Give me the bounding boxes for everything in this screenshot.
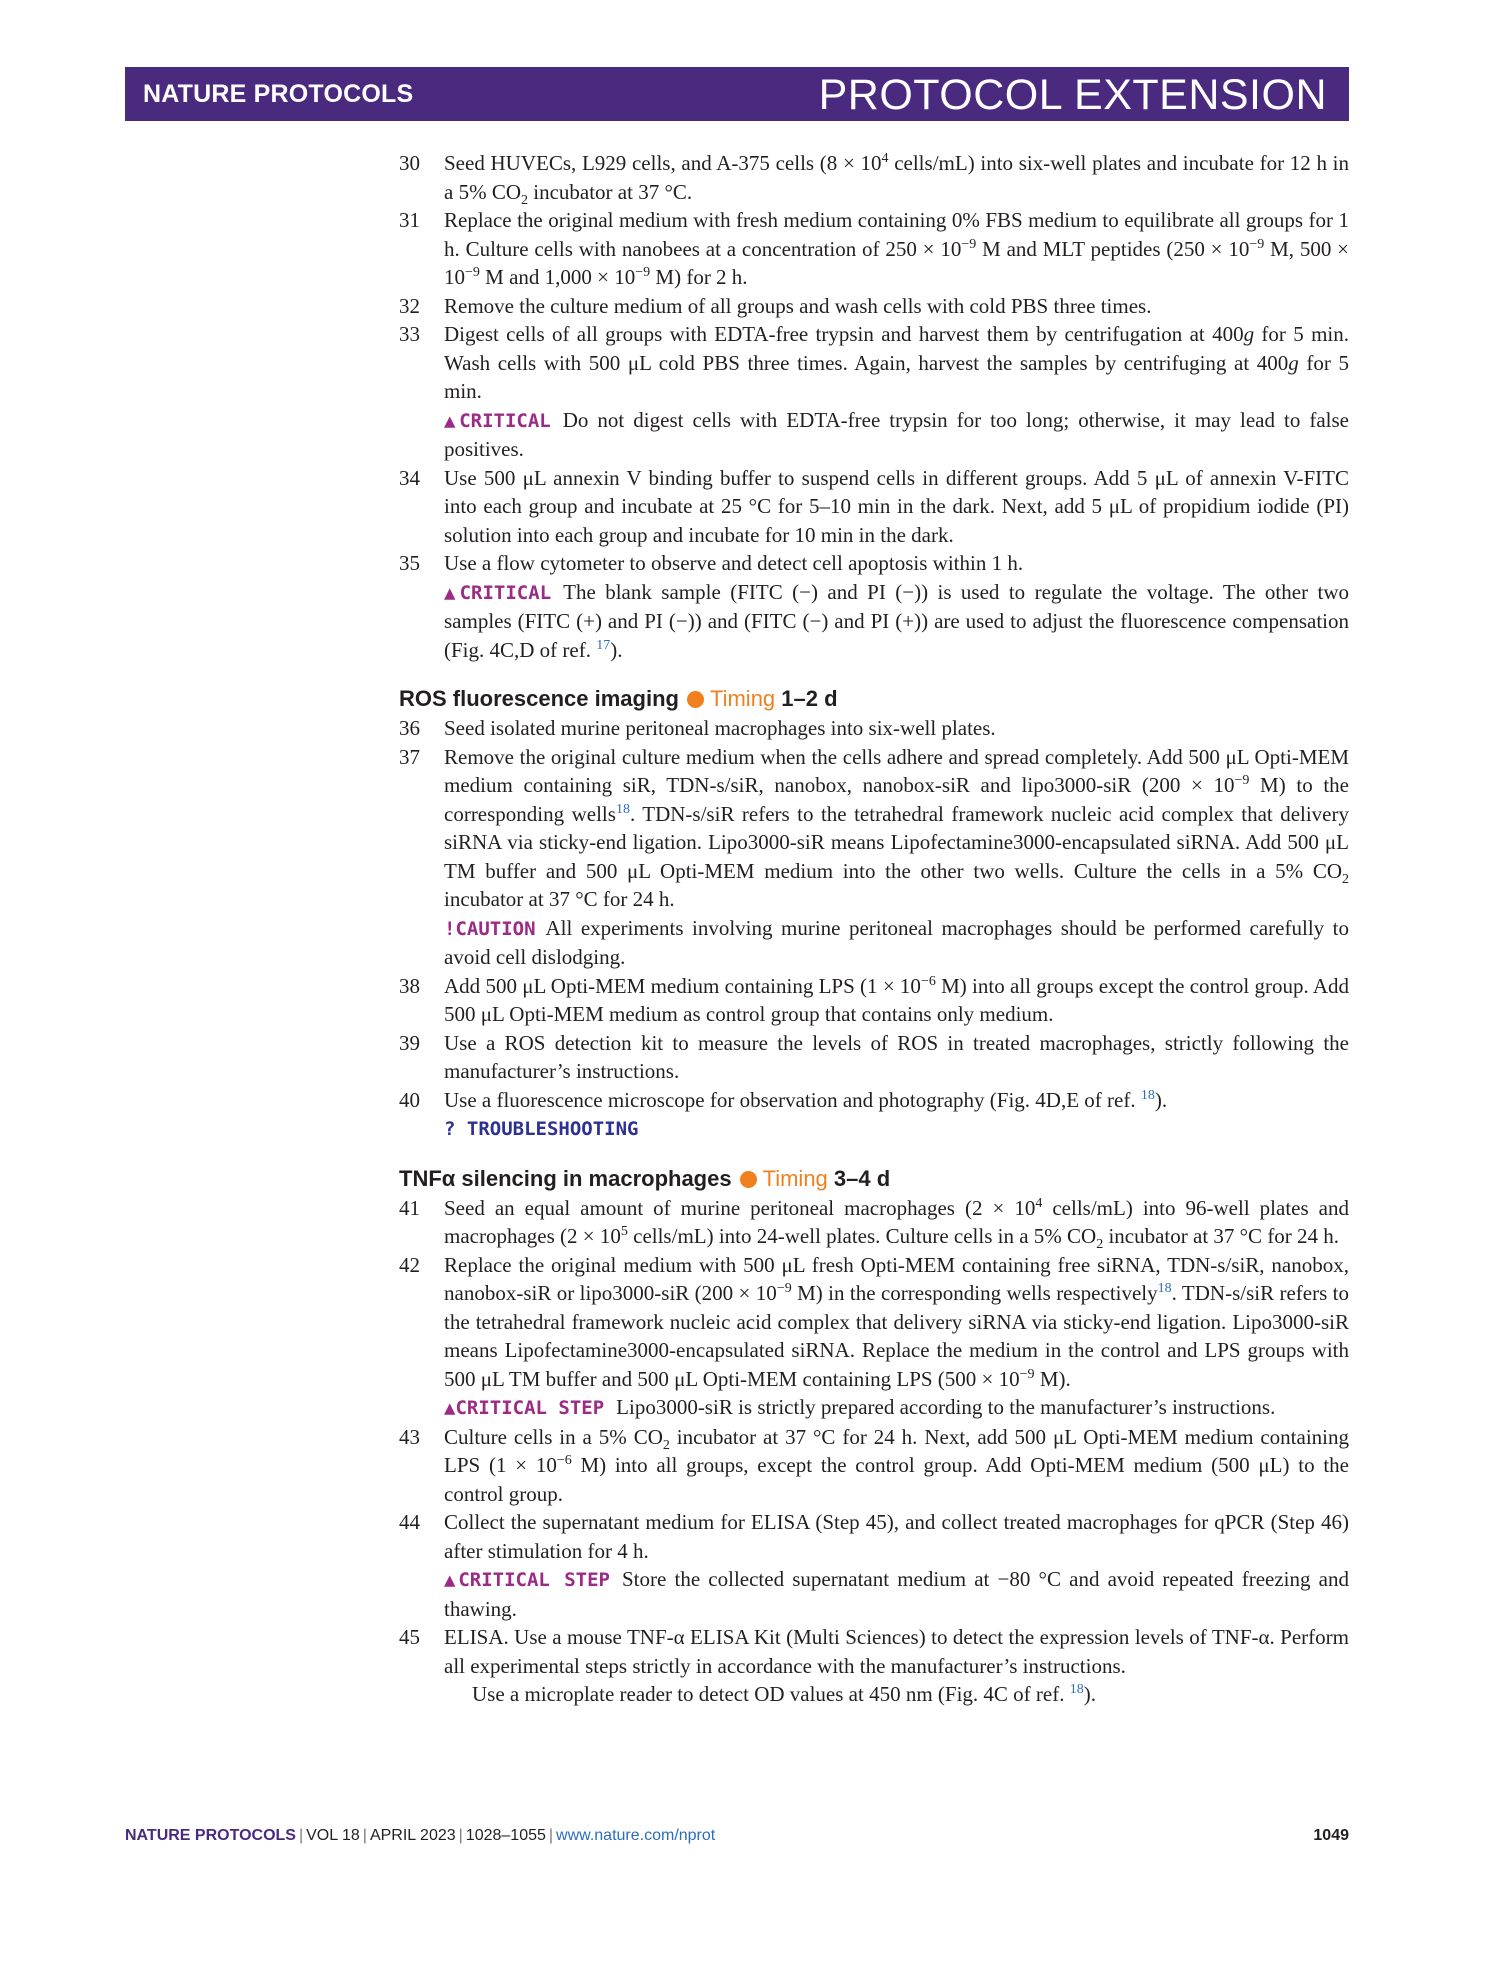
step-text: Seed an equal amount of murine peritoneal macrophages ($2 \times 10^4$ cells/mL) into 96-well plates and macrophages ($2 \times 10^5$ cells/mL) into 24-well plates. Culture cells in a 5% $CO_2$ incubator at 37 °C for 24 h.: [444, 1195, 1349, 1253]
step-text: Remove the culture medium of all groups and wash cells with cold PBS three times.: [444, 293, 1152, 318]
step-37: [399, 743, 1349, 972]
step-number: 40: [399, 1087, 420, 1112]
footer-citation: [125, 1827, 715, 1845]
section-title: ROS fluorescence imaging: [399, 686, 679, 711]
reference-link[interactable]: 18: [1157, 1281, 1172, 1296]
note-text: Store the collected supernatant medium at −80 °C and avoid repeated freezing and thawing.: [444, 1567, 1349, 1621]
step-42: [399, 1251, 1349, 1423]
step-text: Collect the supernatant medium for ELISA (Step 45), and collect treated macrophages for qPCR (Step 46) after stimulation for 4 h.: [444, 1510, 1349, 1563]
step-31: [399, 206, 1349, 292]
step-text: Use 500 μL annexin V binding buffer to suspend cells in different groups. Add 5 μL of annexin V-FITC into each group and incubate at 25 °C for 5–10 min in the dark. Next, add 5 μL of propidium iodide (PI) solution into each group and incubate for 10 min in the dark.: [444, 465, 1349, 547]
footer-url-link[interactable]: www.nature.com/nprot: [556, 1827, 716, 1844]
step-text: Replace the original medium with 500 μL fresh Opti-MEM containing free siRNA, TDN-s/siR, nanobox, nanobox-siR or lipo3000-siR ($200 \times 10^{-9}$ M) in the corresponding wells respectively$^{18}$. TDN-s/siR refers to the tetrahedral framework nucleic acid complex that delivery siRNA via sticky-end ligation. Lipo3000-siR means Lipofectamine3000-encapsulated siRNA. Replace the medium in the control and LPS groups with 500 μL TM buffer and 500 μL Opti-MEM containing LPS ($500 \times 10^{-9}$ M).: [444, 1252, 1350, 1391]
journal-name: NATURE PROTOCOLS: [143, 80, 414, 108]
step-number: 41: [399, 1195, 420, 1220]
reference-link[interactable]: 17: [596, 637, 611, 653]
step-number: 43: [399, 1424, 420, 1449]
section-heading-tnf: [399, 1164, 1349, 1194]
reference-link[interactable]: 18: [1069, 1682, 1084, 1697]
caution-label: !CAUTION: [444, 917, 536, 940]
footer-date: APRIL 2023: [369, 1827, 456, 1844]
step-number: 42: [399, 1252, 420, 1277]
step-number: 35: [399, 551, 420, 575]
step-44: [399, 1508, 1349, 1623]
critical-label: ▲CRITICAL: [444, 409, 551, 432]
note-text: Lipo3000-siR is strictly prepared according to the manufacturer’s instructions.: [616, 1395, 1276, 1419]
step-number: 38: [399, 973, 420, 998]
step-34: [399, 464, 1349, 550]
critical-label: ▲CRITICAL: [444, 581, 552, 604]
footer-journal: NATURE PROTOCOLS: [125, 1827, 296, 1844]
step-text: Add 500 μL Opti-MEM medium containing LPS ($1 \times 10^{-6}$ M) into all groups except the control group. Add 500 μL Opti-MEM medium as control group that contains only medium.: [444, 973, 1349, 1026]
note-text: Do not digest cells with EDTA-free trypsin for too long; otherwise, it may lead to false positives.: [444, 407, 1349, 461]
step-text: Seed isolated murine peritoneal macrophages into six-well plates.: [444, 716, 996, 740]
article-type: PROTOCOL EXTENSION: [818, 71, 1327, 119]
step-text: Culture cells in a 5% $CO_2$ incubator at 37 °C for 24 h. Next, add 500 μL Opti-MEM medium containing LPS ($1 \times 10^{-6}$ M) into all groups, except the control group. Add Opti-MEM medium (500 μL) to the control group.: [444, 1424, 1350, 1506]
step-text: Digest cells of all groups with EDTA-free trypsin and harvest them by centrifugation at 400g for 5 min. Wash cells with 500 μL cold PBS three times. Again, harvest the samples by centrifuging at 400g for 5 min.: [444, 322, 1349, 403]
reference-link[interactable]: 18: [615, 801, 630, 817]
timing-label: Timing: [709, 686, 776, 711]
step-text: ELISA. Use a mouse TNF-α ELISA Kit (Multi Sciences) to detect the expression levels of TNF-α. Perform all experimental steps strictly in accordance with the manufacturer’s instructions.: [444, 1625, 1349, 1678]
page-number: 1049: [1313, 1827, 1349, 1844]
timing-value: 1–2 d: [781, 686, 838, 711]
step-number: 34: [399, 465, 420, 490]
section-heading-ros: [399, 684, 1349, 714]
step-number: 33: [399, 322, 420, 346]
step-text: Use a ROS detection kit to measure the levels of ROS in treated macrophages, strictly following the manufacturer’s instructions.: [444, 1030, 1349, 1083]
critical-step-note: [444, 1565, 1349, 1623]
step-41: [399, 1194, 1349, 1251]
critical-note: [444, 406, 1349, 464]
caution-note: [444, 914, 1349, 972]
critical-step-label: ▲CRITICAL STEP: [444, 1569, 610, 1591]
step-number: 32: [399, 293, 420, 318]
step-number: 37: [399, 744, 420, 769]
timing-dot-icon: [740, 1171, 757, 1188]
critical-step-label: ▲CRITICAL STEP: [444, 1397, 605, 1419]
step-number: 45: [399, 1625, 420, 1649]
main-content: [399, 149, 1349, 1709]
step-text: Remove the original culture medium when the cells adhere and spread completely. Add 500 μL Opti-MEM medium containing siR, TDN-s/siR, nanobox, nanobox-siR and lipo3000-siR ($200 \times 10^{-9}$ M) to the corresponding wells$^{18}$. TDN-s/siR refers to the tetrahedral framework nucleic acid complex that delivery siRNA via sticky-end ligation. Lipo3000-siR means Lipofectamine3000-encapsulated siRNA. Add 500 μL TM buffer and 500 μL Opti-MEM medium into the other two wells. Culture the cells in a 5% $CO_2$ incubator at 37 °C for 24 h.: [444, 744, 1350, 911]
footer-separator: |: [548, 1827, 554, 1844]
step-number: 39: [399, 1030, 420, 1055]
step-text: Seed HUVECs, L929 cells, and A-375 cells ($8 \times 10^4$ cells/mL) into six-well plates and incubate for 12 h in a 5% $CO_2$ incubator at 37 °C.: [444, 151, 1349, 208]
footer-separator: |: [458, 1827, 463, 1844]
footer-volume: VOL 18: [306, 1827, 360, 1844]
step-35: [399, 549, 1349, 664]
footer-separator: |: [362, 1827, 367, 1844]
note-text: All experiments involving murine peritoneal macrophages should be performed carefully to avoid cell dislodging.: [444, 915, 1349, 969]
page-footer: [125, 1827, 1349, 1851]
step-text: Replace the original medium with fresh medium containing 0% FBS medium to equilibrate all groups for 1 h. Culture cells with nanobees at a concentration of $250 \times 10^{-9}$ M and MLT peptides ($250 \times 10^{-9}$ M, $500 \times 10^{-9}$ M and $1,000 \times 10^{-9}$ M) for 2 h.: [444, 208, 1349, 289]
troubleshooting-link[interactable]: [444, 1114, 1349, 1144]
troubleshooting-label[interactable]: ? TROUBLESHOOTING: [444, 1118, 639, 1140]
step-39: [399, 1029, 1349, 1086]
step-32: [399, 292, 1349, 321]
footer-separator: |: [298, 1827, 304, 1844]
step-number: 44: [399, 1510, 420, 1534]
critical-step-note: [444, 1393, 1349, 1423]
footer-pages: 1028–1055: [465, 1827, 546, 1844]
step-number: 30: [399, 151, 420, 175]
step-36: [399, 714, 1349, 743]
critical-note: ▲CRITICAL The blank sample (FITC (−) and PI (−)) is used to regulate the voltage. The other two samples (FITC (+) and PI (−)) and (FITC (−) and PI (+)) are used to adjust the fluorescence compensation (Fig. 4C,D of ref. $^{17}$).: [444, 579, 1350, 662]
step-number: 36: [399, 716, 420, 740]
step-33: [399, 320, 1349, 464]
timing-value: 3–4 d: [833, 1165, 891, 1191]
step-number: 31: [399, 208, 420, 232]
timing-dot-icon: [687, 691, 704, 708]
step-30: [399, 149, 1349, 206]
step-43: [399, 1423, 1349, 1509]
step-40: [399, 1086, 1349, 1144]
step-38: [399, 972, 1349, 1029]
step-text: Use a fluorescence microscope for observation and photography (Fig. 4D,E of ref. $^{18}$).: [444, 1087, 1168, 1112]
reference-link[interactable]: 18: [1140, 1087, 1155, 1103]
timing-label: Timing: [762, 1165, 828, 1191]
section-title: TNFα silencing in macrophages: [399, 1165, 732, 1191]
step-text-continued: Use a microplate reader to detect OD values at 450 nm (Fig. 4C of ref. $^{18}$).: [472, 1682, 1096, 1706]
step-45: [399, 1623, 1349, 1709]
page-header: [125, 67, 1349, 121]
step-text: Use a flow cytometer to observe and detect cell apoptosis within 1 h.: [444, 551, 1024, 575]
